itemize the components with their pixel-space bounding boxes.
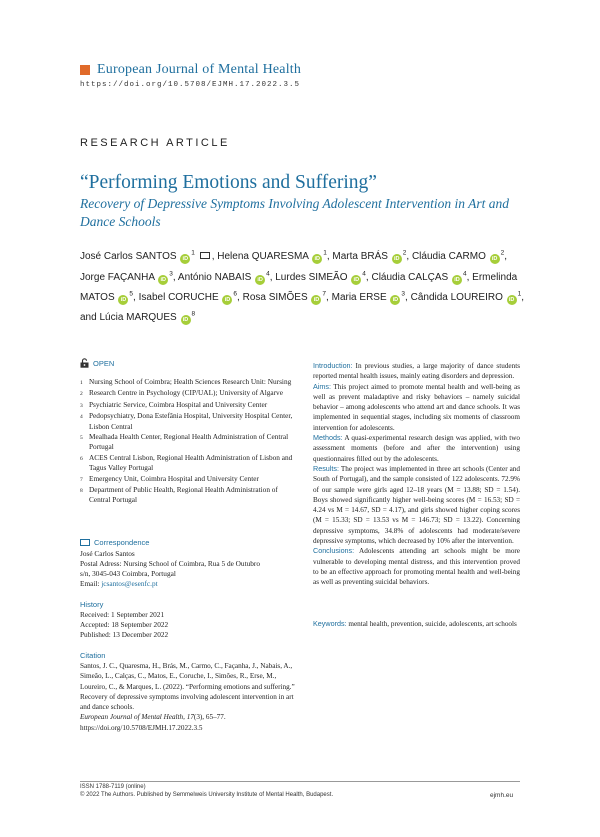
author-entry: , Maria ERSE $iD^3$ (326, 290, 406, 303)
orcid-icon[interactable]: iD (507, 295, 517, 305)
affiliation-number: 8 (80, 488, 83, 495)
author-entry: , Cláudia CARMO $iD^2$ (406, 250, 505, 263)
orcid-icon[interactable]: iD (490, 254, 500, 264)
affiliation-text: Research Centre in Psychology (CIP/UAL); University of Algarve (89, 388, 283, 398)
author-name[interactable]: Lúcia MARQUES (99, 312, 177, 324)
abstract (313, 361, 520, 588)
keywords-text: mental health, prevention, suicide, adolescents, art schools (346, 620, 517, 628)
orcid-icon[interactable]: iD (392, 254, 402, 264)
orcid-icon[interactable]: iD (118, 295, 128, 305)
orcid-icon[interactable]: iD (351, 275, 361, 285)
article-subtitle: Recovery of Depressive Symptoms Involving Adolescent Intervention in Art and Dance Schools (80, 196, 510, 229)
affiliation-text: ACES Central Lisbon, Regional Health Administration of Lisbon and Tagus Valley Portugal (89, 452, 293, 473)
correspondence-name: José Carlos Santos (80, 549, 135, 558)
correspondence-email-row: Email: jcsantos@esenfc.pt (80, 579, 158, 588)
orcid-icon[interactable]: iD (452, 275, 462, 285)
citation-journal: European Journal of Mental Health, 17 (80, 713, 194, 722)
author-affiliation-number: 4 (266, 270, 270, 278)
open-access-badge[interactable] (80, 358, 114, 368)
affiliation-list (80, 377, 300, 506)
citation-heading: Citation (80, 651, 106, 660)
author-name[interactable]: Cláudia CALÇAS (371, 271, 449, 283)
article-doi[interactable]: https://doi.org/10.5708/EJMH.17.2022.3.5 (80, 81, 301, 89)
author-entry: , Isabel CORUCHE $iD^6$ (133, 290, 238, 303)
history-accepted: Accepted: 18 September 2022 (80, 620, 169, 629)
author-name[interactable]: Rosa SIMÕES (242, 291, 308, 303)
author-entry: , António NABAIS $iD^4$ (172, 270, 270, 283)
author-affiliation-number: 1 (323, 250, 327, 257)
orcid-icon[interactable]: iD (255, 275, 265, 285)
author-name[interactable]: Helena QUARESMA (217, 251, 309, 263)
orcid-icon[interactable]: iD (181, 315, 191, 325)
keywords (313, 619, 520, 629)
abstract-methods: Methods: A quasi-experimental research design was applied, with two assessment moments (before and after the intervention) using questionnaires filled out by the adolescents. (313, 433, 520, 463)
author-affiliation-number: 2 (402, 250, 407, 257)
author-entry: , Helena QUARESMA $iD^1$ (211, 250, 327, 263)
author-affiliation-number: 6 (233, 290, 238, 298)
affiliation-number: 1 (80, 380, 83, 386)
keywords-label: Keywords: (313, 619, 347, 628)
citation-doi[interactable]: https://doi.org/10.5708/EJMH.17.2022.3.5 (80, 723, 203, 732)
footer-divider (80, 781, 520, 782)
affiliation-item (80, 453, 300, 474)
affiliation-number: 7 (80, 476, 83, 483)
footer-issn: ISSN 1788-7119 (online) (80, 784, 146, 790)
author-affiliation-number: 1 (517, 290, 522, 298)
author-name[interactable]: José Carlos SANTOS (80, 251, 177, 263)
author-affiliation-number: 4 (362, 270, 366, 278)
orcid-icon[interactable]: iD (311, 295, 321, 305)
author-entry: , Ermelinda MATOS $iD^5$ (80, 271, 518, 303)
author-name[interactable]: Maria ERSE (331, 291, 387, 303)
author-affiliation-number: 1 (191, 250, 195, 257)
orcid-icon[interactable]: iD (158, 275, 168, 285)
open-lock-icon (80, 358, 89, 368)
journal-logo-square (80, 65, 90, 75)
affiliation-number: 5 (80, 435, 83, 442)
affiliation-number: 6 (80, 455, 83, 462)
author-affiliation-number: 4 (462, 270, 467, 278)
affiliation-text: Department of Public Health, Regional Health Administration of Central Portugal (89, 485, 278, 505)
author-name[interactable]: Cândida LOUREIRO (410, 291, 503, 303)
author-list (80, 245, 530, 326)
citation-block (80, 661, 295, 733)
citation-issue-pages: (3), 65–77. (193, 713, 226, 722)
correspondence-block (80, 549, 300, 589)
author-affiliation-number: 3 (401, 290, 406, 298)
history-received: Received: 1 September 2021 (80, 610, 165, 619)
affiliation-number: 3 (80, 402, 83, 409)
history-published: Published: 13 December 2022 (80, 630, 169, 639)
author-name[interactable]: António NABAIS (177, 271, 252, 283)
orcid-icon[interactable]: iD (390, 295, 400, 305)
affiliation-number: 4 (80, 414, 83, 421)
author-affiliation-number: 8 (191, 310, 196, 318)
correspondence-heading: Correspondence (80, 538, 149, 547)
author-affiliation-number: 2 (500, 250, 505, 257)
orcid-icon[interactable]: iD (222, 295, 232, 305)
affiliation-item (80, 474, 300, 485)
author-affiliation-number: 7 (322, 290, 327, 298)
abstract-aims: Aims: This project aimed to promote mental health and well-being as well as prevent maladaptive and risky behaviors – namely suicidal behavior – among adolescents who attend art and dance schools. It was implemented in sequential stages, including six moments of classroom intervention for adolescents. (313, 381, 520, 432)
envelope-icon (80, 539, 90, 546)
affiliation-item (80, 400, 300, 411)
author-name[interactable]: Isabel CORUCHE (138, 291, 219, 303)
footer-copyright: © 2022 The Authors. Published by Semmelweis University Institute of Mental Health, Budapest. (80, 792, 334, 798)
footer-brand-link[interactable]: ejmh.eu (490, 792, 514, 799)
article-type: RESEARCH ARTICLE (80, 137, 230, 149)
abstract-conclusions: Conclusions: Adolescents attending art schools might be more vulnerable to developing mental distress, and this intervention proved to be an effective approach for promoting mental health and well-being as well as preventing suicidal behaviors. (313, 546, 520, 587)
author-entry: , Cândida LOUREIRO $iD^1$ (405, 290, 522, 303)
open-access-label: OPEN (93, 358, 115, 368)
author-name[interactable]: Ermelinda MATOS (80, 271, 518, 303)
author-name[interactable]: Lurdes SIMEÃO (275, 271, 348, 283)
corresponding-mail-icon[interactable] (200, 252, 210, 259)
abstract-results: Results: The project was implemented in three art schools (Center and South of Portugal), and the sample consisted of 122 adolescents. 72.9% of our sample were girls aged 12–18 years (M = 13.88; SD = 1.54). Boys showed significantly higher well-being scores (M = 16.53; SD = 4.24 vs M = 14.67, SD = 4.17), and girls showed higher coping scores (M = 15.33; SD = 13.53 vs M = 146.73; SD = 13.22). Concerning depressive symptoms, 34.8% of adolescents had moderate/severe depressive symptoms, which decreased by 10% after the intervention. (313, 463, 520, 546)
author-name[interactable]: Marta BRÁS (332, 251, 388, 263)
history-heading: History (80, 600, 104, 609)
author-entry: , Jorge FAÇANHA $iD^3$ (80, 251, 508, 283)
author-joiner-and: , and (80, 291, 525, 324)
journal-header (80, 62, 301, 78)
correspondence-address-2: s/n, 3045-043 Coimbra, Portugal (80, 569, 176, 578)
author-entry: , Cláudia CALÇAS $iD^4$ (365, 270, 467, 283)
affiliation-number: 2 (80, 391, 83, 398)
orcid-icon[interactable]: iD (180, 254, 190, 264)
affiliation-text: Emergency Unit, Coimbra Hospital and University Center (89, 473, 259, 483)
correspondence-email-link[interactable]: jcsantos@esenfc.pt (101, 579, 158, 588)
affiliation-text: Mealhada Health Center, Regional Health Administration of Central Portugal (89, 432, 289, 452)
author-entry: , Marta BRÁS $iD^2$ (326, 250, 407, 263)
author-entry: , Rosa SIMÕES $iD^7$ (237, 290, 327, 303)
orcid-icon[interactable]: iD (312, 254, 322, 264)
author-name[interactable]: Cláudia CARMO (411, 251, 486, 263)
author-name[interactable]: Jorge FAÇANHA (80, 271, 155, 283)
affiliation-text: Psychiatric Service, Coimbra Hospital and University Center (89, 399, 268, 409)
author-affiliation-number: 3 (169, 270, 173, 278)
article-title: “Performing Emotions and Suffering” (80, 172, 377, 193)
affiliation-text: Nursing School of Coimbra; Health Sciences Research Unit: Nursing (89, 377, 292, 386)
author-entry (80, 251, 212, 262)
author-affiliation-number: 5 (129, 290, 134, 298)
history-block (80, 610, 168, 640)
affiliation-item (80, 432, 300, 453)
affiliation-item (80, 377, 300, 388)
abstract-introduction: Introduction: In previous studies, a large majority of dance students reported mental health issues, mainly eating disorders and depression. (313, 361, 520, 381)
affiliation-item (80, 411, 300, 432)
affiliation-item (80, 388, 300, 399)
affiliation-item (80, 485, 300, 506)
author-entry: , Lurdes SIMEÃO $iD^4$ (269, 270, 366, 283)
affiliation-text: Pedopsychiatry, Dona Estefânia Hospital, University Hospital Center, Lisbon Central (89, 411, 293, 431)
journal-name[interactable]: European Journal of Mental Health (97, 62, 302, 77)
citation-text: Santos, J. C., Quaresma, H., Brás, M., Carmo, C., Façanha, J., Nabais, A., Simeão, L., Calças, C., Matos, E., Coruche, I., Simões, R., Erse, M., Loureiro, C., & Marques, L. (2022). “Performing emotions and suffering.” Recovery of depressive symptoms involving adolescent intervention in art and dance schools. (80, 662, 295, 712)
correspondence-address-1: Postal Adress: Nursing School of Coimbra, Rua 5 de Outubro (80, 559, 260, 568)
